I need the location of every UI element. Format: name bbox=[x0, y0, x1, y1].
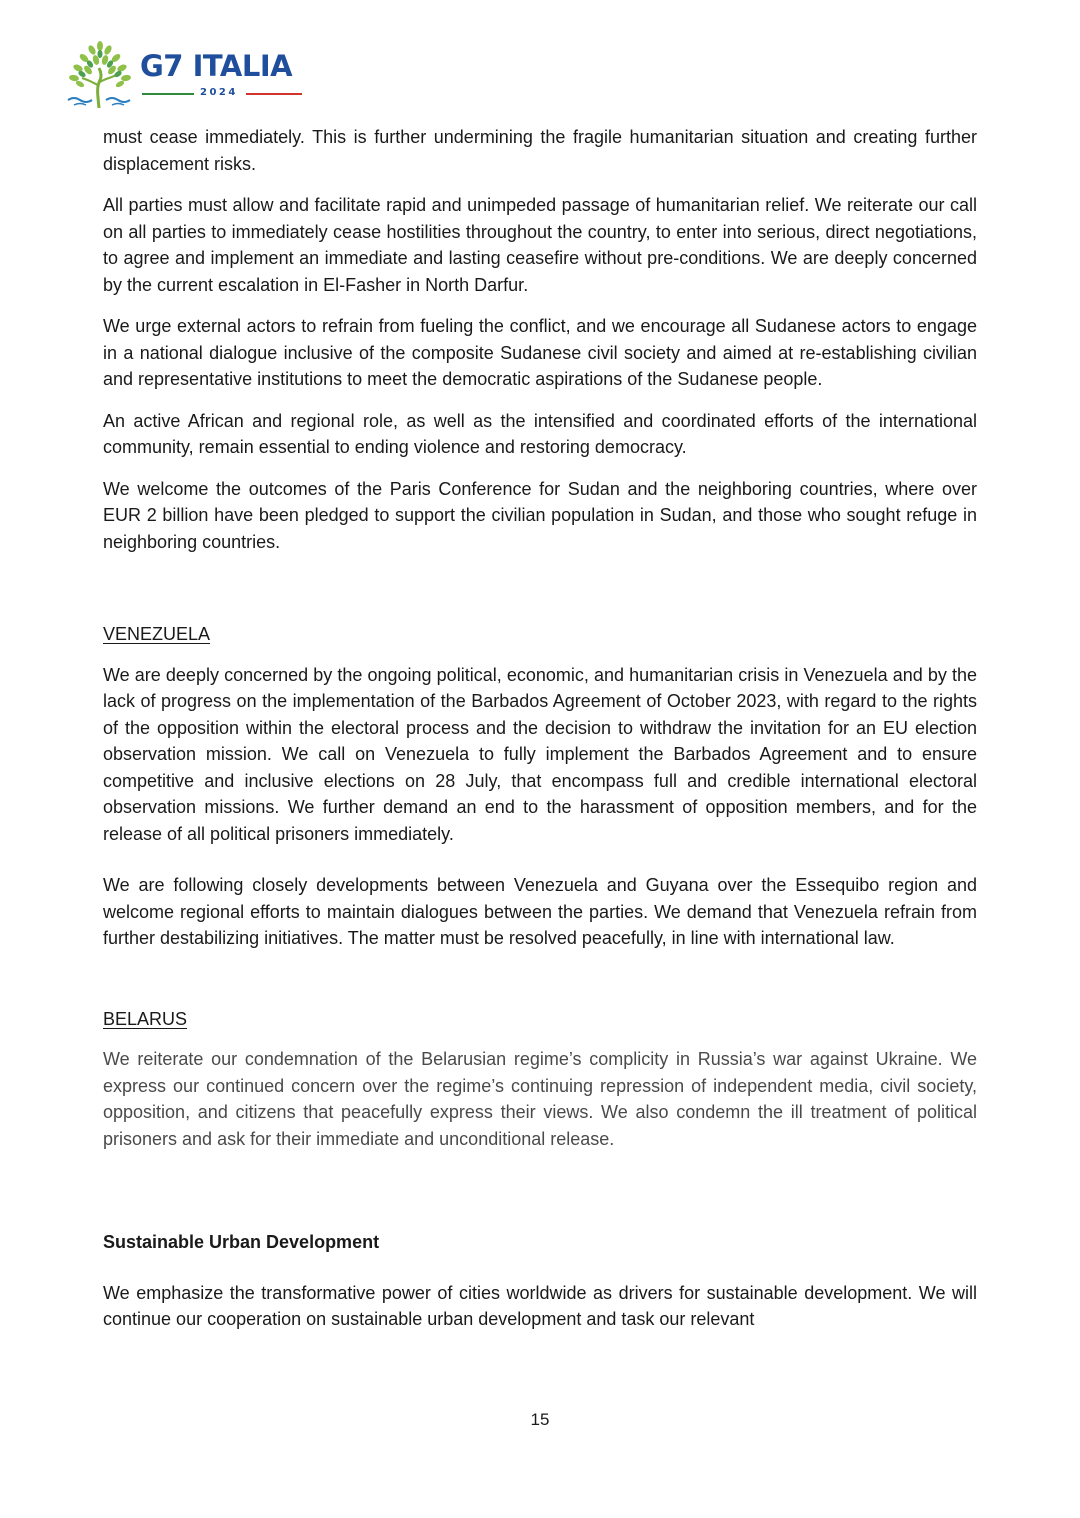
belarus-heading: BELARUS bbox=[103, 1008, 188, 1029]
logo-red-line bbox=[246, 93, 302, 95]
page-content bbox=[103, 124, 977, 1333]
logo-year-row bbox=[142, 87, 302, 101]
venezuela-paragraph-1: We are deeply concerned by the ongoing political, economic, and humanitarian crisis in Venezuela and by the lack of progress on the implementation of the Barbados Agreement of October 2023, with regard to the rights of the opposition within the electoral process and the decision to withdraw the invitation for an EU election observation mission. We call on Venezuela to fully implement the Barbados Agreement and to ensure competitive and inclusive elections on 28 July, that encompass full and credible international electoral observation missions. We further demand an end to the harassment of opposition members, and for the release of all political prisoners immediately. bbox=[103, 664, 977, 844]
logo-title: G7 ITALIA bbox=[140, 49, 293, 83]
logo-green-line bbox=[142, 93, 194, 95]
belarus-paragraph-1: We reiterate our condemnation of the Belarusian regime’s complicity in Russia’s war against Ukraine. We express our continued concern over the regime’s continuing repression of independent media, civil society, opposition, and citizens that peacefully express their views. We also condemn the ill treatment of political prisoners and ask for their immediate and unconditional release. bbox=[103, 1049, 977, 1149]
sudan-paragraph-5: We welcome the outcomes of the Paris Conference for Sudan and the neighboring countries, where over EUR 2 billion have been pledged to support the civilian population in Sudan, and those who sought refuge in neighboring countries. bbox=[103, 478, 977, 552]
venezuela-heading: VENEZUELA bbox=[103, 624, 211, 644]
venezuela-paragraph-2: We are following closely developments between Venezuela and Guyana over the Essequibo region and welcome regional efforts to maintain dialogues between the parties. We demand that Venezuela refrain from further destabilizing initiatives. The matter must be resolved peacefully, in line with international law. bbox=[103, 875, 977, 948]
page-number: 15 bbox=[530, 1410, 550, 1429]
sudan-paragraph-2: All parties must allow and facilitate rapid and unimpeded passage of humanitarian relief. We reiterate our call on all parties to immediately cease hostilities throughout the country, to enter into serious, direct negotiations, to agree and implement an immediate and lasting ceasefire without pre-conditions. We are deeply concerned by the current escalation in El-Fasher in North Darfur. bbox=[103, 195, 977, 295]
sudan-paragraph-4: An active African and regional role, as well as the intensified and coordinated efforts of the international community, remain essential to ending violence and restoring democracy. bbox=[103, 410, 977, 457]
logo-year: 2024 bbox=[200, 87, 238, 98]
sudan-paragraph-1: must cease immediately. This is further undermining the fragile humanitarian situation and creating further displacement risks. bbox=[103, 127, 977, 174]
sudan-paragraph-3: We urge external actors to refrain from fueling the conflict, and we encourage all Sudanese actors to engage in a national dialogue inclusive of the composite Sudanese civil society and aimed at re-establishing civilian and representative institutions to meet the democratic aspirations of the Sudanese people. bbox=[103, 316, 977, 389]
g7-italia-logo bbox=[66, 38, 306, 110]
urban-development-paragraph-1: We emphasize the transformative power of cities worldwide as drivers for sustainable development. We will continue our cooperation on sustainable urban development and task our relevant bbox=[103, 1282, 977, 1329]
olive-tree-icon bbox=[66, 38, 136, 110]
urban-development-heading: Sustainable Urban Development bbox=[103, 1232, 380, 1252]
